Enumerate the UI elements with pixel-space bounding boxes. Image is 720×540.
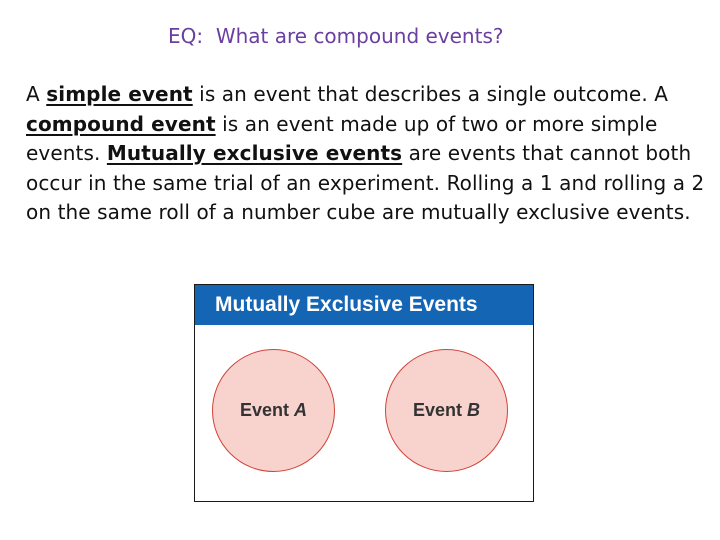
event-b-label <box>413 400 480 421</box>
event-b-word: Event <box>412 400 462 420</box>
term-compound-event: compound event <box>26 111 216 136</box>
event-a-label <box>240 400 307 421</box>
term-mutually-exclusive-events: Mutually exclusive events <box>106 141 403 165</box>
event-a-circle <box>212 349 335 472</box>
text-segment: is an event made up of two or more simple events. <box>26 111 658 165</box>
event-a-word: Event <box>239 400 289 420</box>
diagram-title: Mutually Exclusive Events <box>195 285 533 325</box>
text-segment: are events that cannot both occur in the same trial of an experiment. Rolling a 1 and rolling a 2 on the same roll of a number cube are mutually exclusive events. <box>26 141 705 224</box>
definition-paragraph <box>26 80 710 228</box>
event-b-letter: B <box>467 400 481 420</box>
essential-question: EQ: What are compound events? <box>168 24 504 48</box>
text-segment: A <box>26 82 47 106</box>
text-segment: is an event that describes a single outcome. A <box>192 82 669 106</box>
term-simple-event: simple event <box>46 82 193 106</box>
event-a-letter: A <box>294 400 308 420</box>
event-b-circle <box>385 349 508 472</box>
mutually-exclusive-diagram <box>194 284 534 502</box>
